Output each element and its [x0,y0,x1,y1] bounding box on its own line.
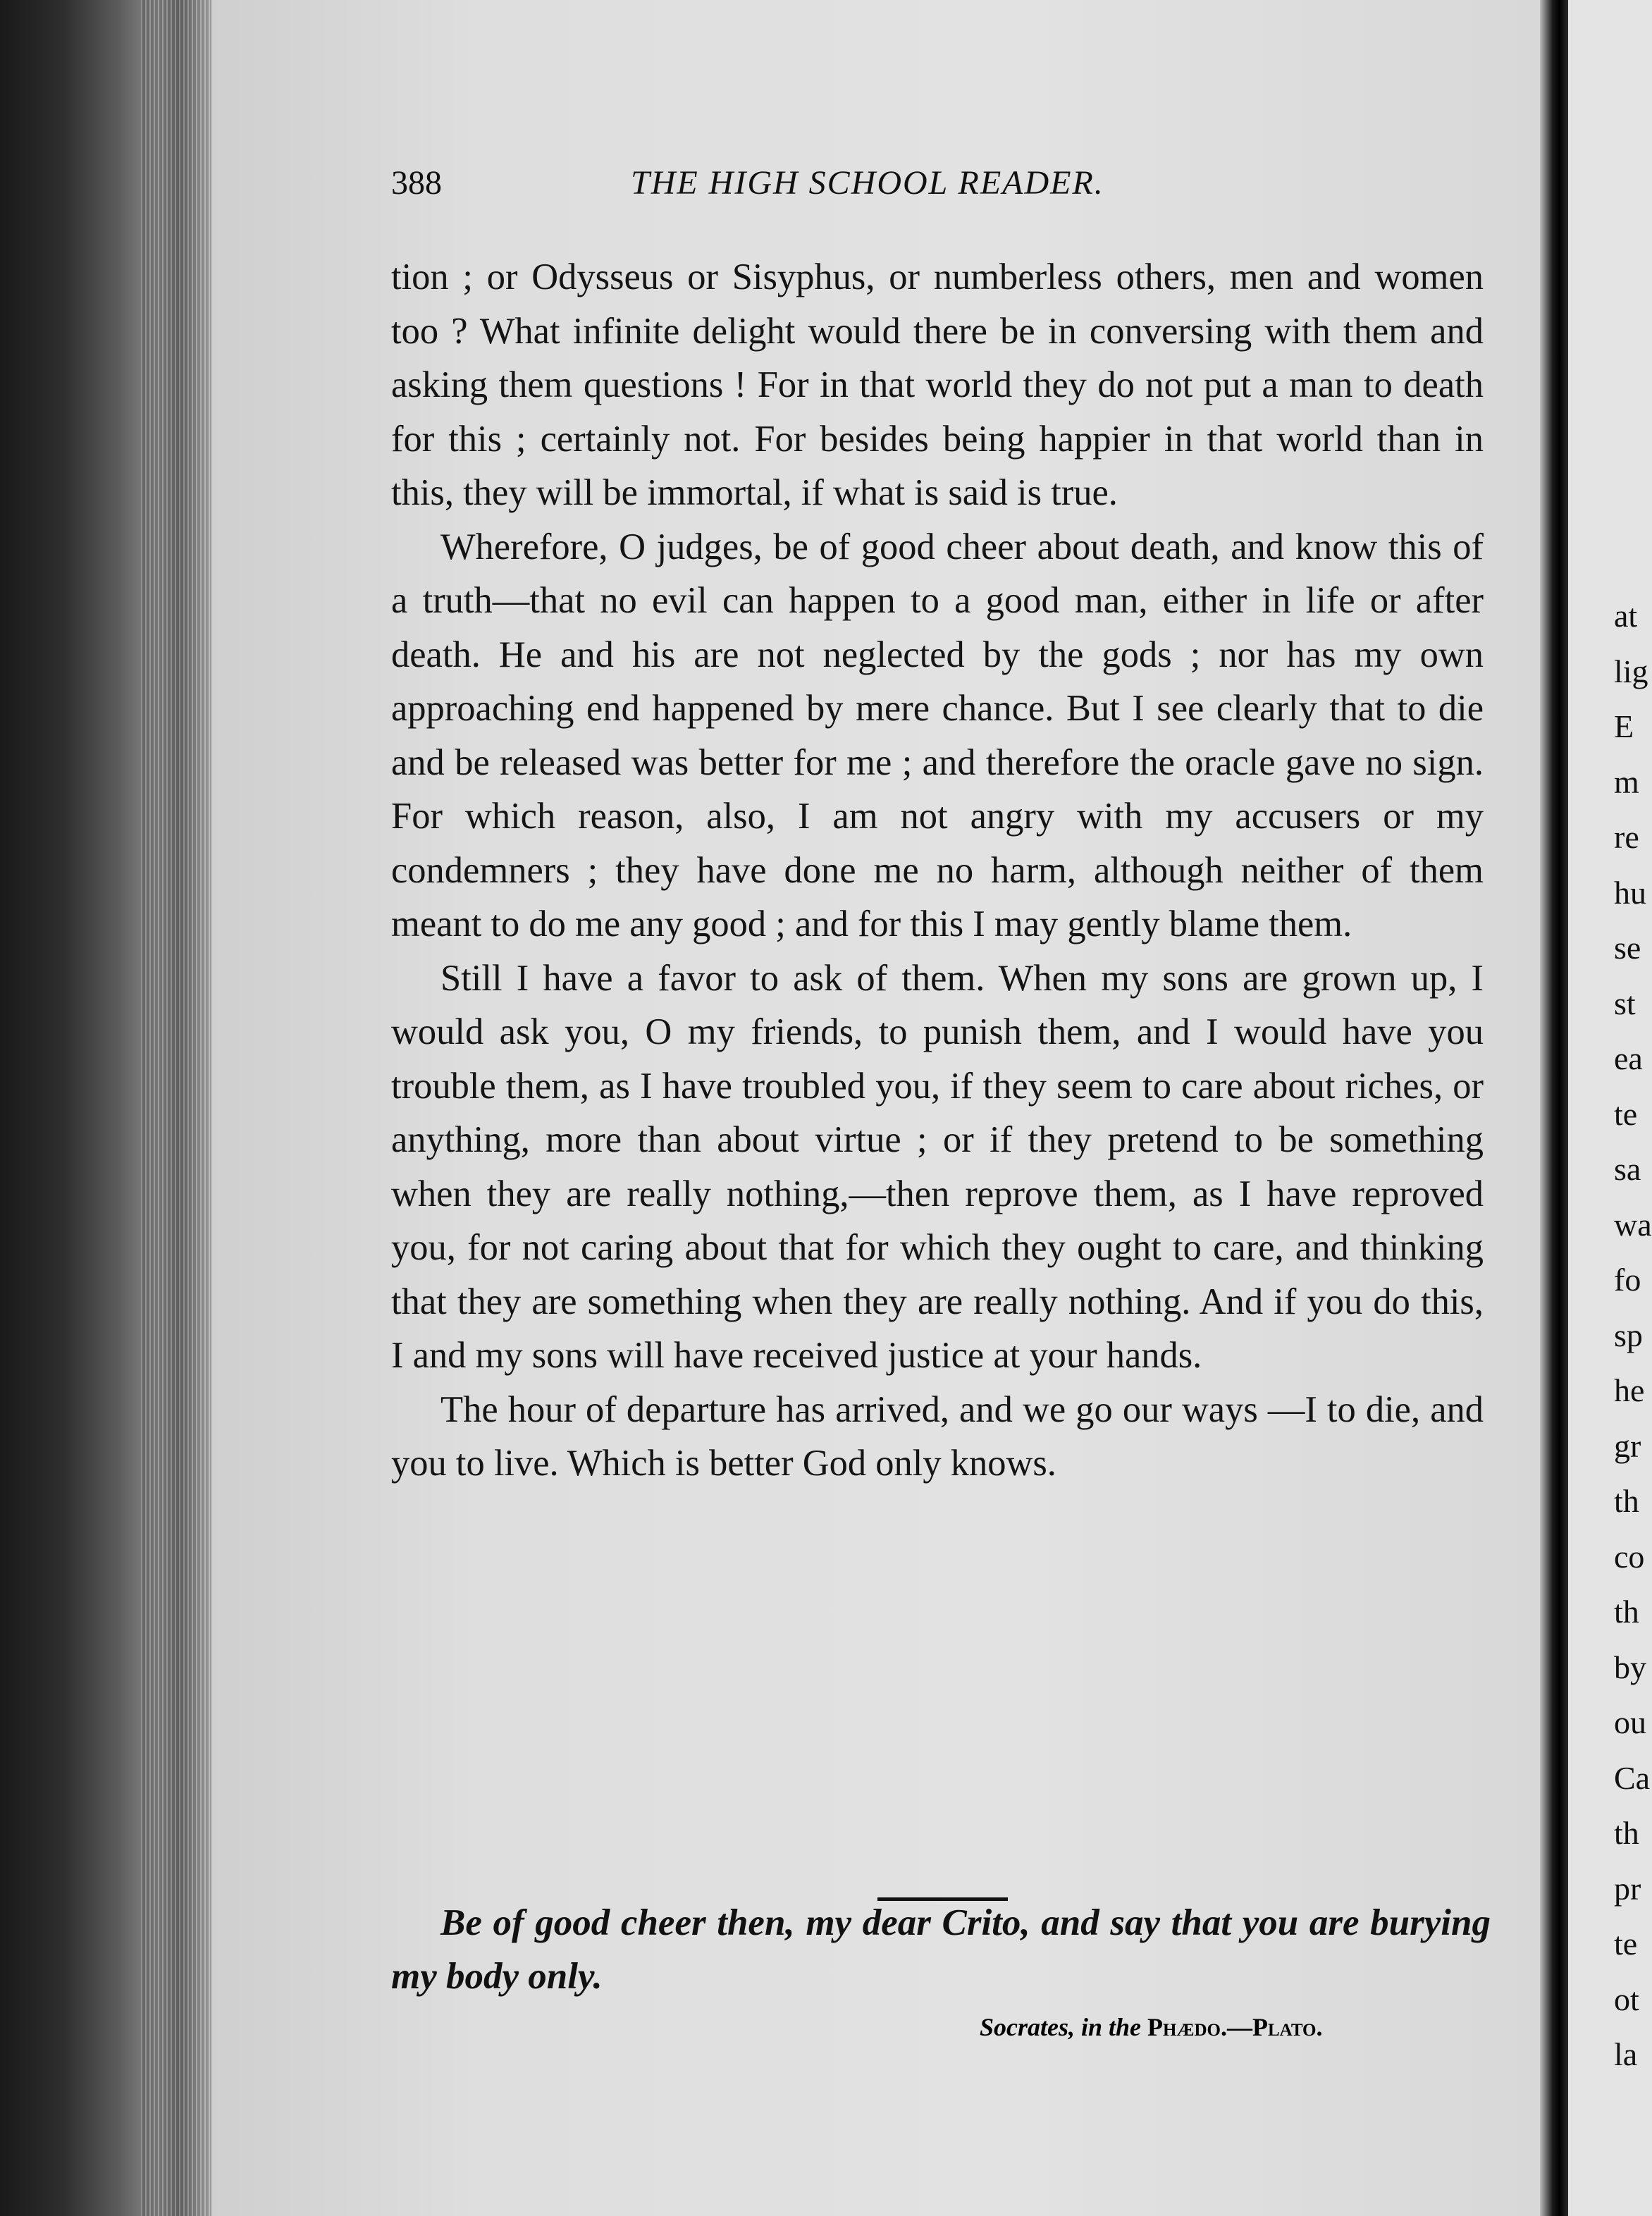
adjacent-page-fragment: he [1614,1372,1645,1408]
adjacent-page-fragment: gr [1614,1427,1641,1464]
adjacent-page-text [1614,589,1652,2083]
adjacent-page-fragment: co [1614,1538,1645,1575]
adjacent-page-fragment: th [1614,1815,1639,1851]
adjacent-page-fragment: ot [1614,1981,1639,2017]
adjacent-page-fragment: th [1614,1594,1639,1630]
adjacent-page-fragment: sa [1614,1151,1641,1187]
adjacent-page-fragment: sp [1614,1317,1643,1353]
adjacent-page-fragment: m [1614,763,1639,800]
attribution-work: Phædo. [1147,2013,1227,2041]
adjacent-page-fragment: at [1614,598,1638,634]
closing-quote [391,1896,1491,2003]
adjacent-page-fragment: ou [1614,1704,1646,1740]
paragraph: Wherefore, O judges, be of good cheer about death, and know this of a truth—that no evil can happen to a good man, either in life or after death. He and his are not neglected by the gods ; nor has my own approaching end happened by mere chance. But I see clearly that to die and be released was better for me ; and therefore the oracle gave no sign. For which reason, also, I am not angry with my accusers or my condemners ; they have done me no harm, although neither of them meant to do me any good ; and for this I may gently blame them. [391,526,1484,944]
adjacent-page-fragment: Ca [1614,1759,1651,1796]
adjacent-page-fragment: wa [1614,1206,1652,1243]
adjacent-page-fragment: te [1614,1926,1638,1962]
paragraph: The hour of departure has arrived, and we go our ways —I to die, and you to live. Which is better God only knows. [391,1389,1484,1484]
adjacent-page-fragment: pr [1614,1870,1641,1907]
adjacent-page-fragment: hu [1614,874,1646,911]
quote-text: Be of good cheer then, my dear Crito, and say that you are burying my body only. [391,1902,1491,1997]
running-title: THE HIGH SCHOOL READER. [631,164,1104,202]
adjacent-page-fragment: se [1614,930,1641,966]
adjacent-page-fragment: by [1614,1649,1646,1685]
attribution-speaker: Socrates, in the [980,2013,1142,2041]
body-text [391,250,1484,1491]
book-gutter [1540,0,1568,2216]
adjacent-page-fragment: te [1614,1095,1638,1132]
adjacent-page-fragment: lig [1614,653,1648,689]
attribution-author: —Plato. [1226,2013,1323,2041]
adjacent-page-fragment: ea [1614,1040,1643,1076]
adjacent-page-fragment: re [1614,819,1639,855]
adjacent-page-fragment: th [1614,1483,1639,1519]
paragraph: tion ; or Odysseus or Sisyphus, or numberless others, men and women too ? What infinite delight would there be in conversing with them and asking them questions ! For in that world they do not put a man to death for this ; certainly not. For besides being happier in that world than in this, they will be immortal, if what is said is true. [391,257,1484,513]
adjacent-page-fragment: la [1614,2036,1638,2072]
adjacent-page-fragment: fo [1614,1262,1641,1298]
paragraph: Still I have a favor to ask of them. When my sons are grown up, I would ask you, O my friends, to punish them, and I would have you trouble them, as I have troubled you, if they seem to care about riches, or anything, more than about virtue ; or if they pretend to be something when they are really nothing,—then reprove them, as I have reproved you, for not caring about that for which they ought to care, and thinking that they are something when they are really nothing. And if you do this, I and my sons will have received justice at your hands. [391,957,1484,1376]
page-number: 388 [391,164,442,202]
adjacent-page-fragment: st [1614,985,1636,1021]
quote-attribution [980,2012,1323,2042]
book-page-edges [0,0,211,2216]
adjacent-page-fragment: E [1614,708,1634,744]
